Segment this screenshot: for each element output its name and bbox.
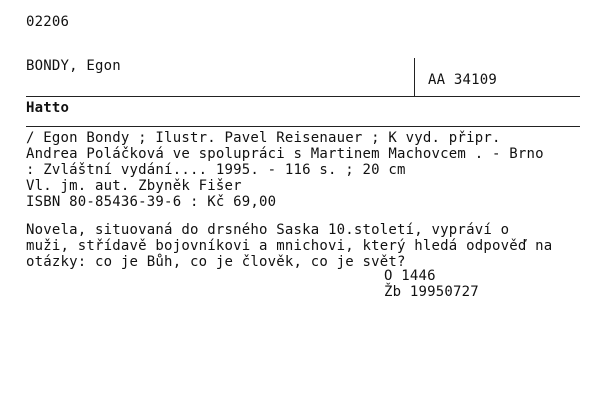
- description-line: ISBN 80-85436-39-6 : Kč 69,00: [26, 194, 277, 210]
- catalog-number: 02206: [26, 14, 70, 30]
- description-line: Vl. jm. aut. Zbyněk Fišer: [26, 178, 242, 194]
- title: Hatto: [26, 100, 70, 116]
- header-rule: [26, 96, 580, 97]
- footer-code: Žb 19950727: [384, 284, 479, 300]
- shelf-mark: AA 34109: [428, 72, 498, 88]
- annotation-line: muži, střídavě bojovníkovi a mnichovi, který hledá odpověď na: [26, 238, 553, 254]
- author-heading: BONDY, Egon: [26, 58, 121, 74]
- description-line: : Zvláštní vydání.... 1995. - 116 s. ; 20 cm: [26, 162, 406, 178]
- description-line: / Egon Bondy ; Ilustr. Pavel Reisenauer ; K vyd. připr.: [26, 130, 501, 146]
- shelf-mark-divider: [414, 58, 415, 97]
- title-rule: [26, 126, 580, 127]
- description-line: Andrea Poláčková ve spolupráci s Martinem Machovcem . - Brno: [26, 146, 544, 162]
- annotation-line: Novela, situovaná do drsného Saska 10.století, vypráví o: [26, 222, 510, 238]
- footer-code: O 1446: [384, 268, 436, 284]
- annotation-line: otázky: co je Bůh, co je člověk, co je svět?: [26, 254, 406, 270]
